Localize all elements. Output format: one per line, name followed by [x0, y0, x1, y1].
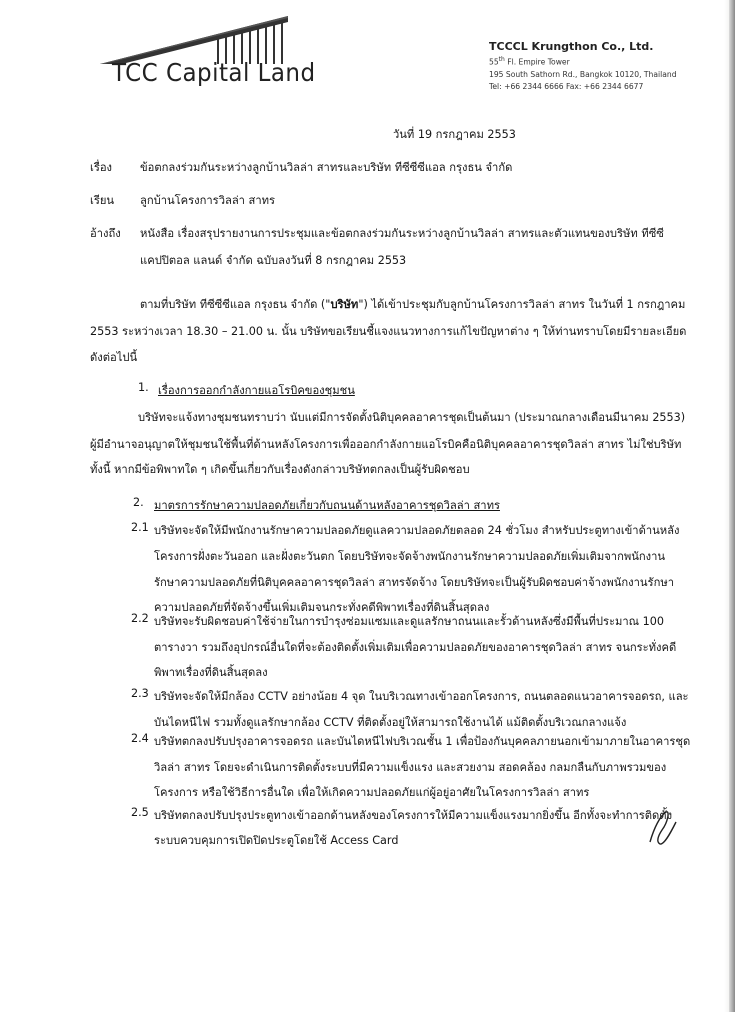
item-number: 2.3: [131, 687, 149, 700]
letter-date: วันที่ 19 กรกฎาคม 2553: [393, 128, 516, 141]
subject-text: ข้อตกลงร่วมกันระหว่างลูกบ้านวิลล่า สาทรและบริษัท ทีซีซีซีแอล กรุงธน จำกัด: [140, 161, 513, 174]
item-line: วิลล่า สาทร โดยจะดำเนินการติดตั้งระบบที่มีความแข็งแรง และสวยงาม สอดคล้อง กลมกลืนกับภาพรวมของ: [154, 761, 667, 774]
section2-number: 2.: [133, 496, 144, 509]
to-text: ลูกบ้านโครงการวิลล่า สาทร: [140, 194, 276, 207]
intro-line-2: 2553 ระหว่างเวลา 18.30 – 21.00 น. นั้น บริษัทขอเรียนชี้แจงแนวทางการแก้ไขปัญหาต่าง ๆ ให้ท่านทราบโดยมีรายละเอียด: [90, 325, 687, 338]
item-number: 2.5: [131, 806, 149, 819]
ref-label: อ้างถึง: [90, 227, 121, 240]
item-line: ตารางวา รวมถึงอุปกรณ์อื่นใดที่จะต้องติดตั้งเพิ่มเติมเพื่อความปลอดภัยของอาคารชุดวิลล่า สาทร จนกระทั่งคดี: [154, 641, 677, 654]
logo-text: TCC Capital Land: [112, 58, 316, 87]
company-block: [489, 40, 677, 93]
intro-line-3: ดังต่อไปนี้: [90, 351, 138, 364]
section1-line: บริษัทจะแจ้งทางชุมชนทราบว่า นับแต่มีการจัดตั้งนิติบุคคลอาคารชุดเป็นต้นมา (ประมาณกลางเดือนมีนาคม 2553): [138, 411, 686, 424]
item-number: 2.1: [131, 521, 149, 534]
intro-line-1: ตามที่บริษัท ทีซีซีซีแอล กรุงธน จำกัด ("บริษัท") ได้เข้าประชุมกับลูกบ้านโครงการวิลล่า สาทร ในวันที่ 1 กรกฎาคม: [140, 298, 686, 311]
item-line: พิพาทเรื่องที่ดินสิ้นสุดลง: [154, 666, 268, 679]
item-line: บริษัทจะจัดให้มีกล้อง CCTV อย่างน้อย 4 จุด ในบริเวณทางเข้าออกโครงการ, ถนนตลอดแนวอาคารจอดรถ, และ: [154, 690, 689, 703]
item-line: บันไดหนีไฟ รวมทั้งดูแลรักษากล้อง CCTV ที่ติดตั้งอยู่ให้สามารถใช้งานได้ แม้ติดตั้งบริเวณกลางแจ้ง: [154, 716, 627, 729]
scan-edge: [729, 0, 735, 1012]
item-line: รักษาความปลอดภัยที่นิติบุคคลอาคารชุดวิลล่า สาทรจัดจ้าง โดยบริษัทจะเป็นผู้รับผิดชอบค่าจ้างพนักงานรักษา: [154, 576, 675, 589]
address-line-2: 195 South Sathorn Rd., Bangkok 10120, Thailand: [489, 69, 677, 79]
ref-line-2: แคปปิตอล แลนด์ จำกัด ฉบับลงวันที่ 8 กรกฎาคม 2553: [140, 254, 407, 267]
item-line: โครงการฝั่งตะวันออก และฝั่งตะวันตก โดยบริษัทจะจัดจ้างพนักงานรักษาความปลอดภัยเพิ่มเติมจากพนักงาน: [154, 550, 666, 563]
address-line-3: Tel: +66 2344 6666 Fax: +66 2344 6677: [489, 81, 644, 91]
item-line: โครงการ หรือใช้วิธีการอื่นใด เพื่อให้เกิดความปลอดภัยแก่ผู้อยู่อาศัยในโครงการวิลล่า สาทร: [154, 786, 590, 799]
company-name: TCCCL Krungthon Co., Ltd.: [489, 40, 654, 53]
item-line: บริษัทตกลงปรับปรุงประตูทางเข้าออกด้านหลังของโครงการให้มีความแข็งแรงมากยิ่งขึ้น อีกทั้งจะทำการติดตั้ง: [154, 809, 673, 822]
section1-line: ผู้มีอำนาจอนุญาตให้ชุมชนใช้พื้นที่ด้านหลังโครงการเพื่อออกกำลังกายแอโรบิคคือนิติบุคคลอาคารชุดวิลล่า สาทร ไม่ใช่บริษัท: [90, 438, 682, 451]
section2-title: มาตรการรักษาความปลอดภัยเกี่ยวกับถนนด้านหลังอาคารชุดวิลล่า สาทร: [154, 499, 500, 512]
item-line: ความปลอดภัยที่จัดจ้างขึ้นเพิ่มเติมจนกระทั่งคดีพิพาทเรื่องที่ดินสิ้นสุดลง: [154, 601, 490, 614]
ref-line-1: หนังสือ เรื่องสรุปรายงานการประชุมและข้อตกลงร่วมกันระหว่างลูกบ้านวิลล่า สาทรและตัวแทนของบริษัท ทีซีซี: [140, 227, 664, 240]
address-line-1: 55th Fl. Empire Tower: [489, 56, 570, 67]
subject-label: เรื่อง: [90, 161, 113, 174]
section1-number: 1.: [138, 381, 149, 394]
item-line: ระบบควบคุมการเปิดปิดประตูโดยใช้ Access Card: [154, 834, 399, 847]
signature-initials-icon: [646, 808, 680, 848]
to-label: เรียน: [90, 194, 115, 207]
item-line: บริษัทจะรับผิดชอบค่าใช้จ่ายในการบำรุงซ่อมแซมและดูแลรักษาถนนและรั้วด้านหลังซึ่งมีพื้นที่ประมาณ 100: [154, 615, 664, 628]
item-number: 2.2: [131, 612, 149, 625]
section1-line: ทั้งนี้ หากมีข้อพิพาทใด ๆ เกิดขึ้นเกี่ยวกับเรื่องดังกล่าวบริษัทตกลงเป็นผู้รับผิดชอบ: [90, 463, 470, 476]
section1-title: เรื่องการออกกำลังกายแอโรบิคของชุมชน: [158, 384, 355, 397]
item-number: 2.4: [131, 732, 149, 745]
item-line: บริษัทตกลงปรับปรุงอาคารจอดรถ และบันไดหนีไฟบริเวณชั้น 1 เพื่อป้องกันบุคคลภายนอกเข้ามาภายในอาคารชุด: [154, 735, 691, 748]
item-line: บริษัทจะจัดให้มีพนักงานรักษาความปลอดภัยดูแลความปลอดภัยตลอด 24 ชั่วโมง สำหรับประตูทางเข้าด้านหลัง: [154, 524, 680, 537]
